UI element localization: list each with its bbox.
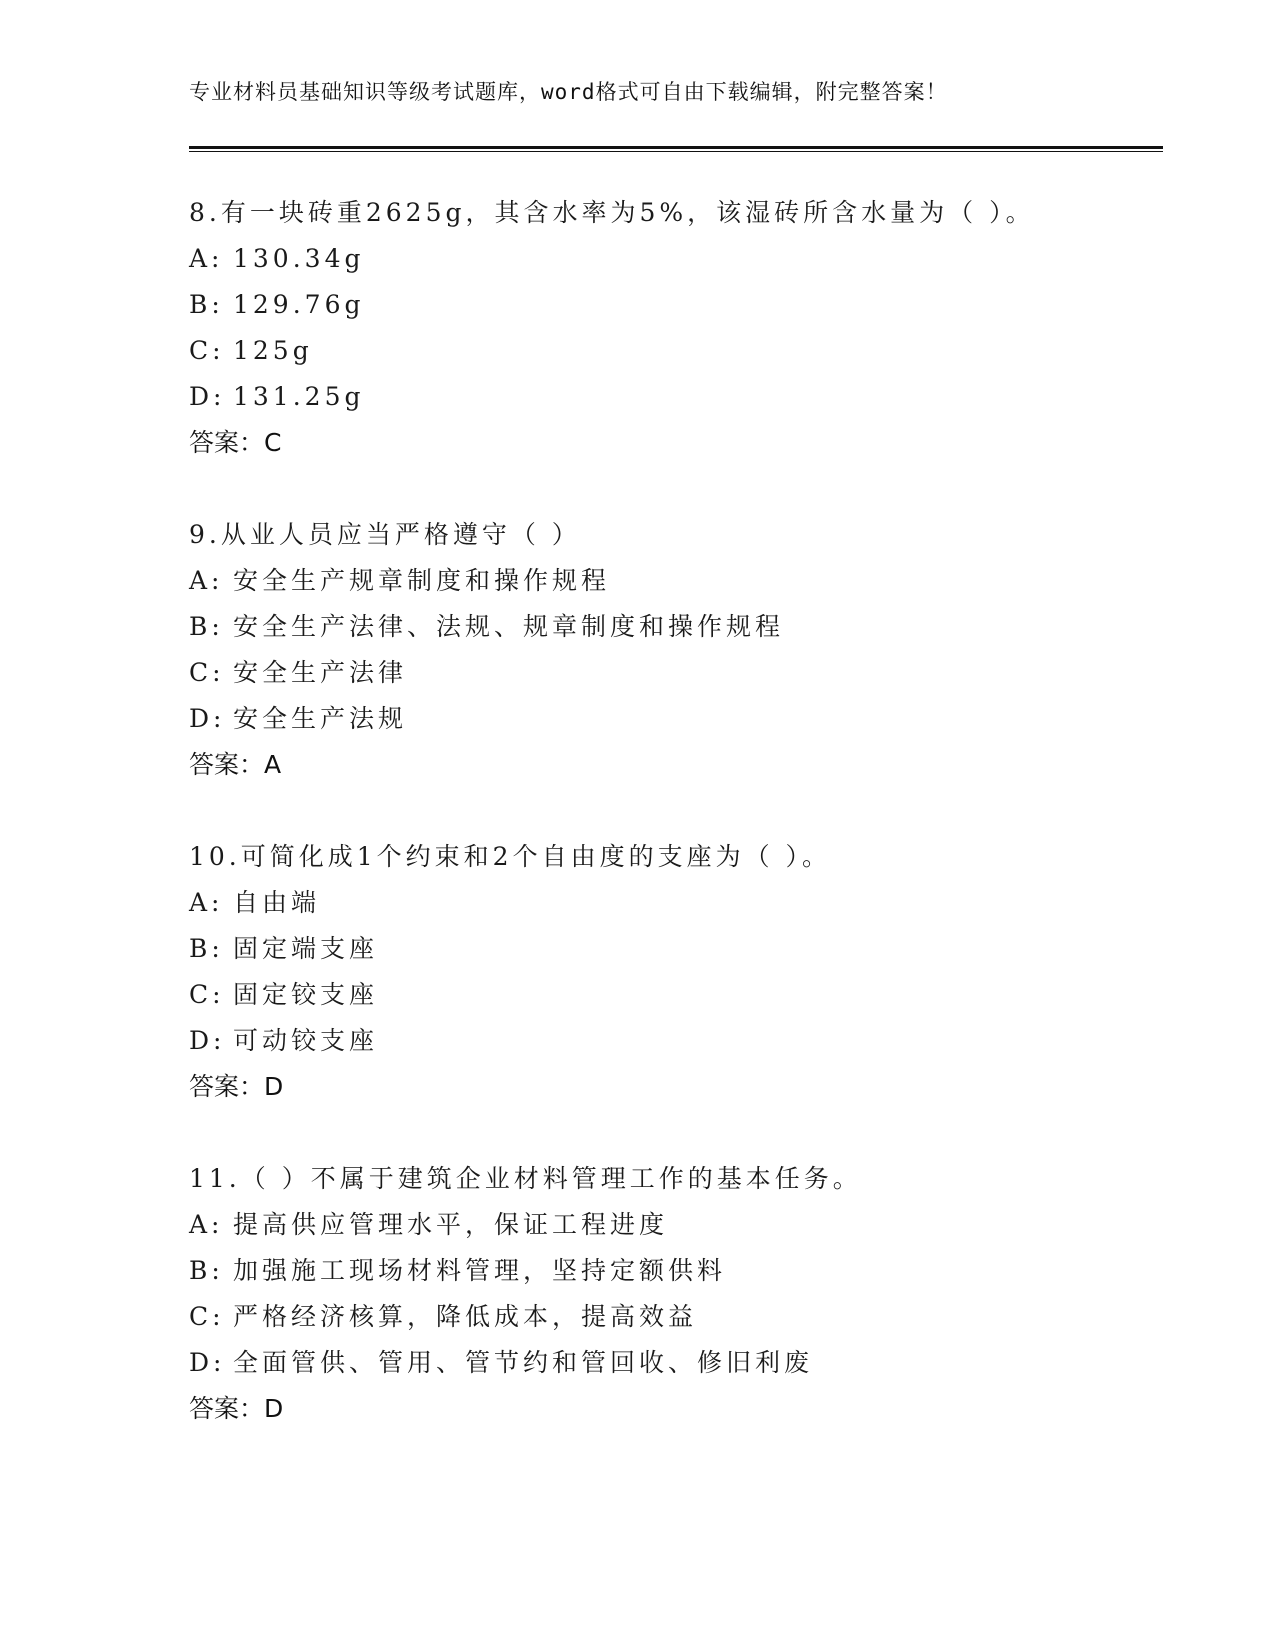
option-letter: B: xyxy=(189,934,224,963)
header-divider-thin xyxy=(189,151,1163,152)
option-text: 加强施工现场材料管理，坚持定额供料 xyxy=(233,1256,727,1285)
option-d xyxy=(189,374,1149,420)
option-letter: A: xyxy=(189,244,224,273)
option-text: 固定端支座 xyxy=(233,934,379,963)
header-divider-thick xyxy=(189,146,1163,149)
option-letter: C: xyxy=(189,336,225,365)
option-text: 固定铰支座 xyxy=(233,980,379,1009)
option-text: 125g xyxy=(233,336,313,365)
option-letter: A: xyxy=(189,1210,224,1239)
option-letter: D: xyxy=(189,382,226,411)
question-stem: 11.（ ）不属于建筑企业材料管理工作的基本任务。 xyxy=(189,1164,862,1193)
option-text: 129.76g xyxy=(233,290,365,319)
answer: 答案：C xyxy=(189,428,282,457)
option-text: 安全生产规章制度和操作规程 xyxy=(233,566,611,595)
option-text: 可动铰支座 xyxy=(233,1026,379,1055)
option-b xyxy=(189,1248,1149,1294)
option-a xyxy=(189,1202,1149,1248)
option-text: 安全生产法律 xyxy=(233,658,408,687)
option-text: 提高供应管理水平，保证工程进度 xyxy=(233,1210,669,1239)
option-c xyxy=(189,1294,1149,1340)
question-stem: 10.可简化成1个约束和2个自由度的支座为（ ）。 xyxy=(189,842,832,871)
option-letter: A: xyxy=(189,888,224,917)
question-stem: 8.有一块砖重2625g，其含水率为5%，该湿砖所含水量为（ ）。 xyxy=(189,198,1035,227)
option-letter: D: xyxy=(189,704,226,733)
answer: 答案：D xyxy=(189,1072,284,1101)
question-stem: 9.从业人员应当严格遵守（ ） xyxy=(189,520,581,549)
page-header: 专业材料员基础知识等级考试题库，word格式可自由下载编辑，附完整答案！ xyxy=(189,80,948,104)
option-letter: D: xyxy=(189,1348,226,1377)
option-text: 严格经济核算，降低成本，提高效益 xyxy=(233,1302,698,1331)
option-letter: C: xyxy=(189,1302,225,1331)
option-text: 自由端 xyxy=(233,888,321,917)
option-letter: D: xyxy=(189,1026,226,1055)
option-d xyxy=(189,696,1149,742)
option-letter: A: xyxy=(189,566,224,595)
answer: 答案：D xyxy=(189,1394,284,1423)
option-b xyxy=(189,282,1149,328)
option-text: 安全生产法规 xyxy=(233,704,408,733)
option-letter: B: xyxy=(189,290,224,319)
question-10 xyxy=(189,834,1149,1110)
option-d xyxy=(189,1340,1149,1386)
option-a xyxy=(189,236,1149,282)
question-11 xyxy=(189,1156,1149,1432)
option-letter: C: xyxy=(189,658,225,687)
option-a xyxy=(189,880,1149,926)
option-b xyxy=(189,926,1149,972)
option-text: 安全生产法律、法规、规章制度和操作规程 xyxy=(233,612,785,641)
option-b xyxy=(189,604,1149,650)
question-8 xyxy=(189,190,1149,466)
option-text: 130.34g xyxy=(233,244,365,273)
option-c xyxy=(189,650,1149,696)
answer: 答案：A xyxy=(189,750,282,779)
option-letter: B: xyxy=(189,612,224,641)
option-c xyxy=(189,328,1149,374)
option-text: 131.25g xyxy=(233,382,365,411)
question-9 xyxy=(189,512,1149,788)
option-letter: C: xyxy=(189,980,225,1009)
option-letter: B: xyxy=(189,1256,224,1285)
option-text: 全面管供、管用、管节约和管回收、修旧利废 xyxy=(233,1348,814,1377)
option-d xyxy=(189,1018,1149,1064)
option-c xyxy=(189,972,1149,1018)
option-a xyxy=(189,558,1149,604)
